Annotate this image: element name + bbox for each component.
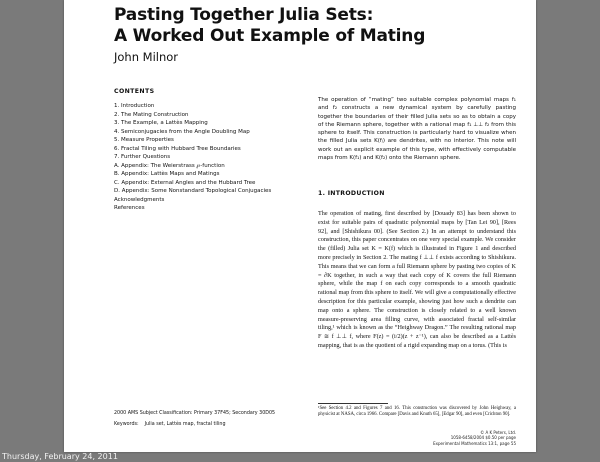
toc-item: C. Appendix: External Angles and the Hubbard Tree xyxy=(114,179,256,186)
toc-item: 7. Further Questions xyxy=(114,154,171,160)
footnote xyxy=(318,406,516,418)
keywords-value: Julia set, Lattès map, fractal tiling xyxy=(144,422,226,427)
toc-item: 2. The Mating Construction xyxy=(114,111,189,118)
introduction-body xyxy=(318,210,516,351)
abstract-text: The operation of “mating” two suitable complex polynomial maps f₁ and f₂ constructs a new dynamical system by carefully pasting together the boundaries of their filled Julia sets so as to obtain a copy of the Riemann sphere, together with a rational map f₁ ⊥⊥ f₂ from this sphere to itself. This construction is particularly hard to visualize when the filled Julia sets K(fⱼ) are dendrites, with no interior. This note will work out an explicit example of this type, with effectively computable maps from K(f₁) and K(f₂) onto the Riemann sphere. xyxy=(318,97,516,162)
pub-line: 1058-6458/2004 $0.50 per page xyxy=(450,435,516,441)
abstract xyxy=(318,96,516,162)
pub-line: Experimental Mathematics 13:1, page 55 xyxy=(433,440,516,446)
pub-line: © A K Peters, Ltd. xyxy=(480,430,516,435)
toc-item: D. Appendix: Some Nonstandard Topological Conjugacies xyxy=(114,188,272,194)
keywords xyxy=(114,421,314,428)
toc-item: A. Appendix: The Weierstrass ℘-function xyxy=(114,162,225,169)
toc-item: 4. Semiconjugacies from the Angle Doubling Map xyxy=(114,128,250,135)
toc-item: B. Appendix: Lattès Maps and Matings xyxy=(114,171,220,177)
paper-title xyxy=(114,5,514,47)
toc-item: 6. Fractal Tiling with Hubbard Tree Boundaries xyxy=(114,145,241,152)
toc-item: Acknowledgments xyxy=(114,196,165,203)
footnote-text: ¹See Section 4.2 and Figures 7 and 16. This construction was discovered by John Heighway, a physicist at NASA, circa 1966. Compare [Davis and Knuth 65], [Edgar 90], and even [Crichton 90]. xyxy=(318,406,516,418)
title-line-2: A Worked Out Example of Mating xyxy=(114,26,426,46)
table-of-contents xyxy=(114,102,324,213)
contents-heading: CONTENTS xyxy=(114,88,155,95)
title-line-1: Pasting Together Julia Sets: xyxy=(114,5,374,25)
subject-classification: 2000 AMS Subject Classification: Primary 37F45; Secondary 30D05 xyxy=(114,411,276,416)
section-heading: 1. INTRODUCTION xyxy=(318,190,385,197)
toc-item: References xyxy=(114,205,145,211)
keywords-label: Keywords: xyxy=(114,422,139,427)
toc-item: 1. Introduction xyxy=(114,103,155,109)
body-paragraph: The operation of mating, first described by [Douady 83] has been shown to exist for suitable pairs of quadratic polynomial maps by [Tan Lei 90], [Rees 92], and [Shishikura 00]. (See Section 2.) In an attempt to understand this construction, this paper concentrates on one very special example. We consider the (filled) Julia set K = K(f) which is illustrated in Figure 1 and described more precisely in Section 2. The mating f ⊥⊥ f exists according to Shishikura. This means that we can form a full Riemann sphere by pasting two copies of K = ∂K together, in such a way that each copy of K covers the full Riemann sphere, while the map f on each copy corresponds to a smooth quadratic rational map from this sphere to itself. We will give a computationally effective description for this particular example, showing just how such a dendrite can map onto a sphere. The construction is closely related to a well known measure-preserving area filling curve, with associated fractal self-similar tiling,¹ which is known as the “Heighway Dragon.” The resulting rational map F ≅ f ⊥⊥ f, where F(z) = (i/2)(z + z⁻¹), can also be described as a Lattès mapping, that is as the quotient of a rigid expanding map on a torus. (This is xyxy=(318,210,516,349)
footnote-rule xyxy=(318,403,388,404)
timestamp: Thursday, February 24, 2011 xyxy=(2,452,118,461)
publication-info xyxy=(366,430,516,446)
author-name: John Milnor xyxy=(114,50,179,64)
toc-item: 3. The Example, a Lattès Mapping xyxy=(114,120,208,126)
toc-item: 5. Measure Properties xyxy=(114,137,174,143)
document-page xyxy=(64,0,536,452)
